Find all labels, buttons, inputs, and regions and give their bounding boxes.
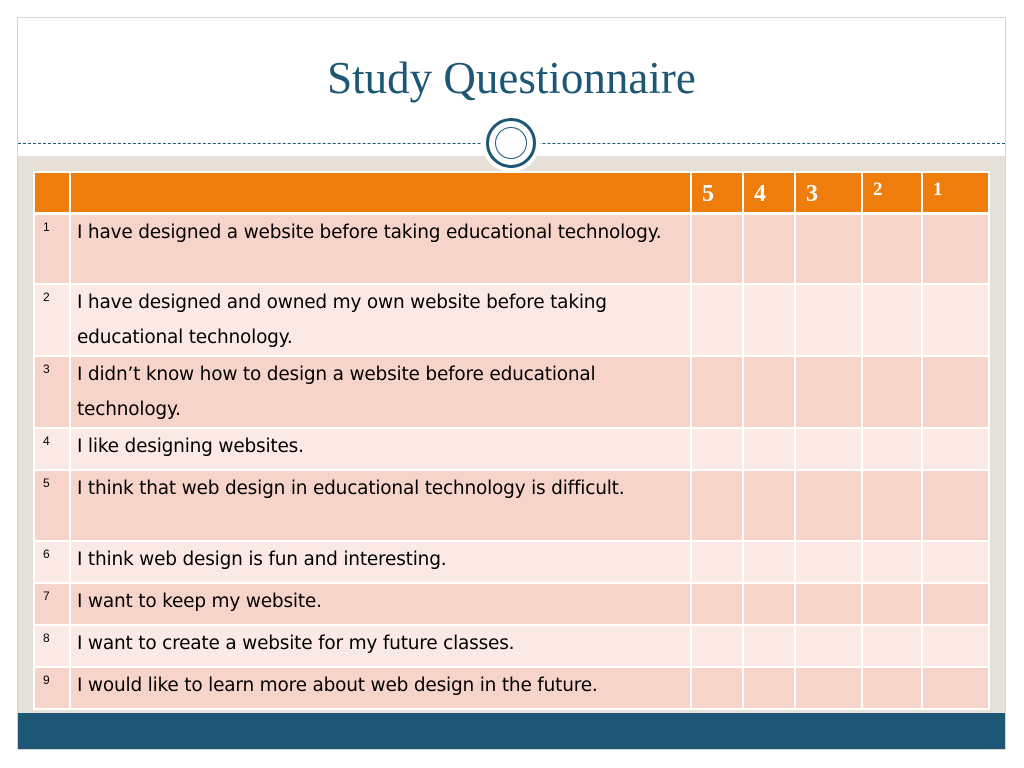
header-statement-cell — [70, 172, 691, 213]
rating-cell-3[interactable] — [795, 583, 862, 625]
ornament-outer-ring — [486, 118, 536, 168]
table-row — [34, 213, 989, 284]
rating-cell-3[interactable] — [795, 541, 862, 583]
rating-cell-2[interactable] — [862, 667, 922, 709]
slide — [17, 17, 1006, 750]
rating-cell-1[interactable] — [922, 583, 989, 625]
table-row — [34, 625, 989, 667]
row-number: 3 — [34, 356, 70, 428]
rating-cell-5[interactable] — [691, 213, 743, 284]
row-number: 6 — [34, 541, 70, 583]
rating-cell-3[interactable] — [795, 213, 862, 284]
rating-cell-5[interactable] — [691, 583, 743, 625]
rating-cell-1[interactable] — [922, 213, 989, 284]
rating-cell-3[interactable] — [795, 470, 862, 541]
row-number: 5 — [34, 470, 70, 541]
row-number: 4 — [34, 428, 70, 470]
rating-cell-5[interactable] — [691, 541, 743, 583]
rating-cell-5[interactable] — [691, 625, 743, 667]
rating-cell-2[interactable] — [862, 583, 922, 625]
row-statement: I have designed a website before taking educational technology. — [70, 213, 691, 284]
row-number: 9 — [34, 667, 70, 709]
header-scale-4: 4 — [743, 172, 795, 213]
row-statement: I would like to learn more about web design in the future. — [70, 667, 691, 709]
row-statement: I didn’t know how to design a website before educational technology. — [70, 356, 691, 428]
header-scale-2: 2 — [862, 172, 922, 213]
row-statement: I think web design is fun and interesting. — [70, 541, 691, 583]
rating-cell-4[interactable] — [743, 667, 795, 709]
header-scale-5: 5 — [691, 172, 743, 213]
rating-cell-2[interactable] — [862, 284, 922, 356]
rating-cell-2[interactable] — [862, 356, 922, 428]
rating-cell-4[interactable] — [743, 625, 795, 667]
rating-cell-5[interactable] — [691, 284, 743, 356]
table-row — [34, 583, 989, 625]
row-number: 7 — [34, 583, 70, 625]
rating-cell-1[interactable] — [922, 625, 989, 667]
ornament-inner-ring — [495, 127, 527, 159]
rating-cell-2[interactable] — [862, 625, 922, 667]
table-row — [34, 428, 989, 470]
row-statement: I want to create a website for my future classes. — [70, 625, 691, 667]
rating-cell-5[interactable] — [691, 428, 743, 470]
table-row — [34, 667, 989, 709]
rating-cell-4[interactable] — [743, 541, 795, 583]
rating-cell-4[interactable] — [743, 356, 795, 428]
rating-cell-4[interactable] — [743, 428, 795, 470]
rating-cell-1[interactable] — [922, 541, 989, 583]
row-number: 1 — [34, 213, 70, 284]
rating-cell-3[interactable] — [795, 284, 862, 356]
table-header-row — [34, 172, 989, 213]
header-num-cell — [34, 172, 70, 213]
rating-cell-2[interactable] — [862, 213, 922, 284]
rating-cell-2[interactable] — [862, 470, 922, 541]
table-row — [34, 470, 989, 541]
row-statement: I want to keep my website. — [70, 583, 691, 625]
rating-cell-5[interactable] — [691, 667, 743, 709]
rating-cell-4[interactable] — [743, 213, 795, 284]
rating-cell-1[interactable] — [922, 428, 989, 470]
rating-cell-1[interactable] — [922, 667, 989, 709]
rating-cell-2[interactable] — [862, 428, 922, 470]
rating-cell-5[interactable] — [691, 470, 743, 541]
rating-cell-3[interactable] — [795, 625, 862, 667]
table-row — [34, 356, 989, 428]
header-scale-3: 3 — [795, 172, 862, 213]
circle-ornament-icon — [482, 114, 540, 172]
rating-cell-3[interactable] — [795, 428, 862, 470]
row-statement: I like designing websites. — [70, 428, 691, 470]
header-scale-1: 1 — [922, 172, 989, 213]
rating-cell-1[interactable] — [922, 470, 989, 541]
table-row — [34, 541, 989, 583]
row-statement: I have designed and owned my own website before taking educational technology. — [70, 284, 691, 356]
rating-cell-3[interactable] — [795, 356, 862, 428]
rating-cell-4[interactable] — [743, 284, 795, 356]
slide-title: Study Questionnaire — [327, 53, 696, 103]
row-number: 2 — [34, 284, 70, 356]
row-statement: I think that web design in educational technology is difficult. — [70, 470, 691, 541]
rating-cell-2[interactable] — [862, 541, 922, 583]
row-number: 8 — [34, 625, 70, 667]
rating-cell-5[interactable] — [691, 356, 743, 428]
footer-bar — [18, 713, 1005, 749]
rating-cell-4[interactable] — [743, 583, 795, 625]
questionnaire-table — [33, 171, 990, 710]
questionnaire-table-container — [33, 171, 988, 710]
rating-cell-1[interactable] — [922, 356, 989, 428]
table-row — [34, 284, 989, 356]
rating-cell-1[interactable] — [922, 284, 989, 356]
rating-cell-3[interactable] — [795, 667, 862, 709]
rating-cell-4[interactable] — [743, 470, 795, 541]
